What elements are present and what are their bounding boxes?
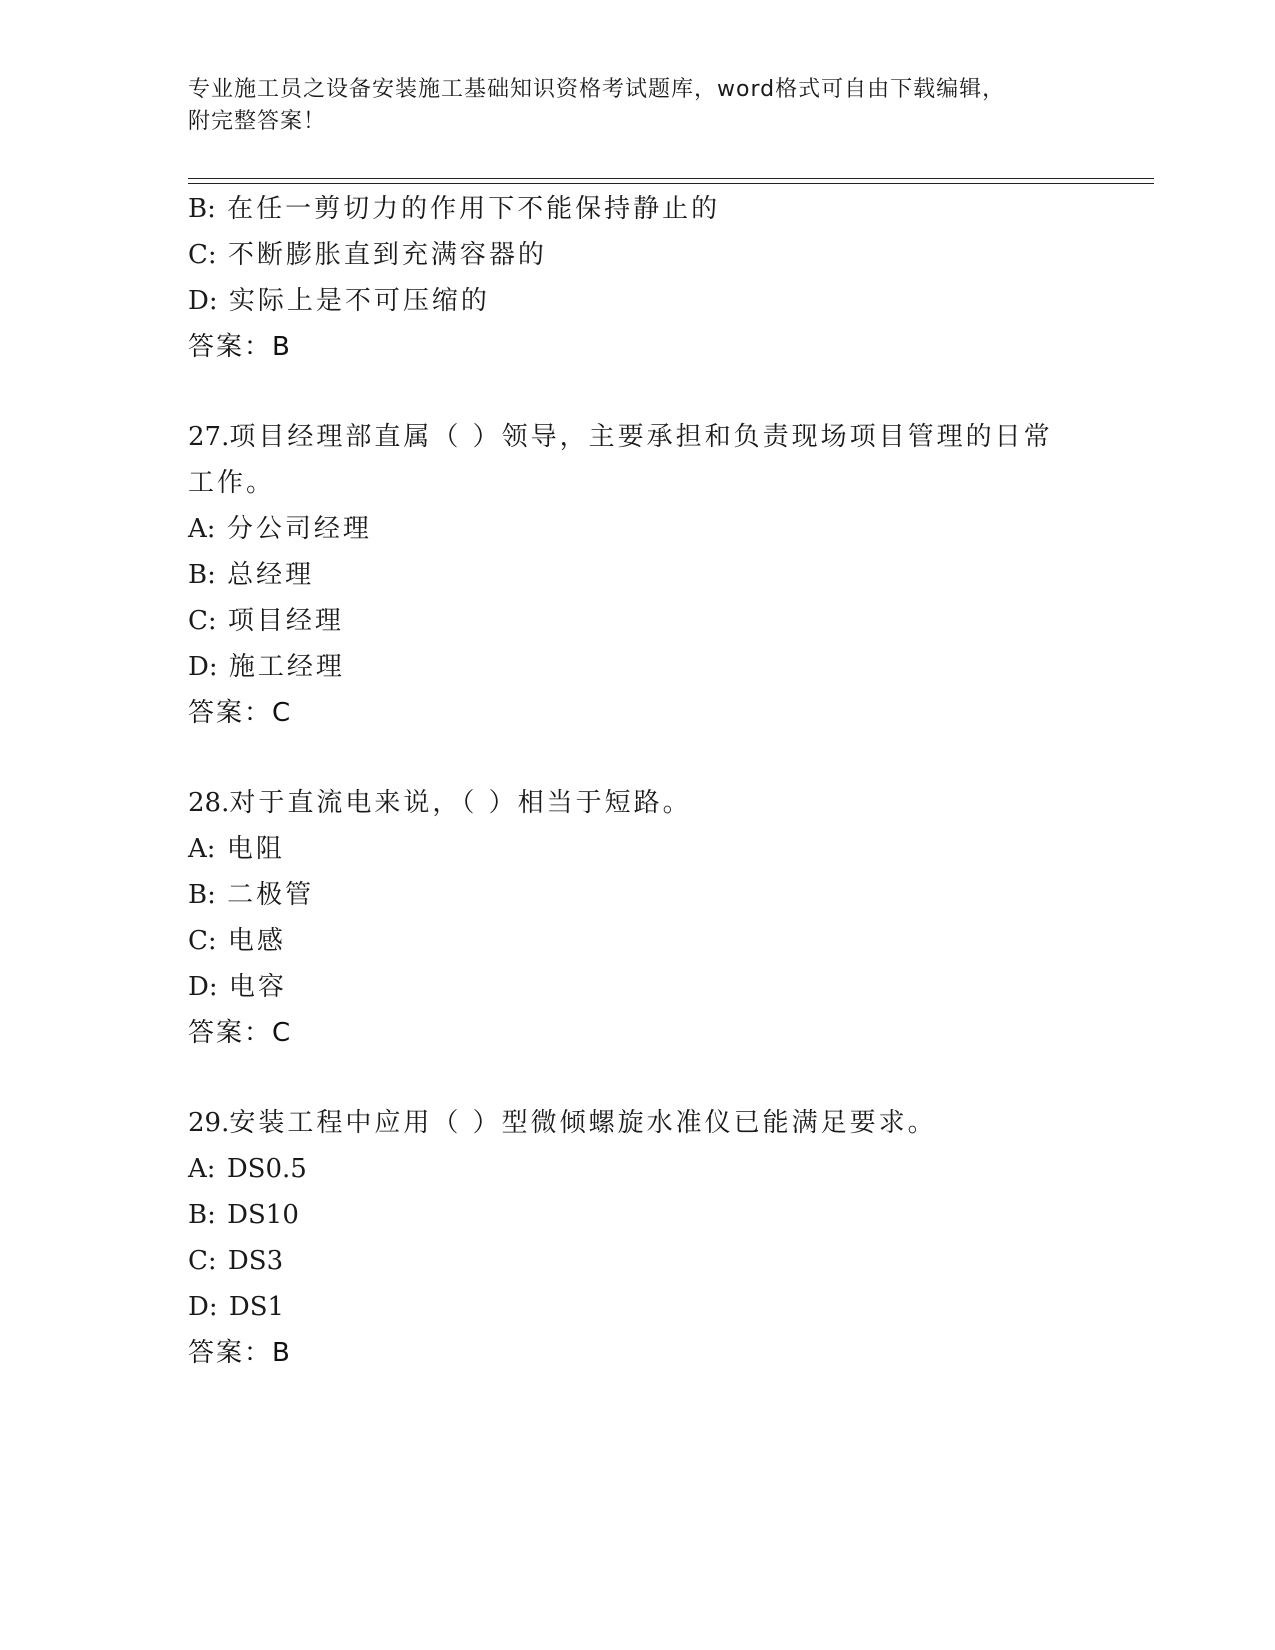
answer-line: 答案：B [188, 1338, 292, 1368]
question-title [188, 780, 1068, 826]
header-line-2: 附完整答案！ [188, 109, 327, 134]
option-text: 不断膨胀直到充满容器的 [227, 240, 547, 270]
document-header [188, 74, 1068, 138]
question-title [188, 1100, 1068, 1146]
option-text: 电容 [228, 972, 287, 1002]
option-d [188, 644, 1154, 690]
question-number: 28. [188, 788, 230, 818]
document-body [188, 186, 1154, 1376]
question-title [188, 414, 1068, 506]
option-label: D: [188, 1292, 218, 1322]
option-d [188, 278, 1154, 324]
spacer [188, 736, 1154, 780]
option-label: D: [188, 286, 218, 316]
option-a [188, 1146, 1154, 1192]
option-label: C: [188, 926, 217, 956]
option-b [188, 1192, 1154, 1238]
option-b [188, 552, 1154, 598]
option-c [188, 232, 1154, 278]
option-d [188, 964, 1154, 1010]
option-c [188, 598, 1154, 644]
question-28 [188, 780, 1154, 1056]
question-number: 27. [188, 422, 230, 452]
continued-question [188, 186, 1154, 370]
question-text: 项目经理部直属（ ）领导，主要承担和负责现场项目管理的日常工作。 [188, 422, 1053, 498]
option-c [188, 1238, 1154, 1284]
option-text: DS10 [227, 1200, 299, 1230]
option-label: A: [188, 834, 216, 864]
option-text: 项目经理 [227, 606, 344, 636]
option-a [188, 506, 1154, 552]
option-label: B: [188, 1200, 216, 1230]
option-text: 电阻 [226, 834, 285, 864]
option-c [188, 918, 1154, 964]
option-label: A: [188, 514, 216, 544]
option-text: 施工经理 [228, 652, 345, 682]
option-label: A: [188, 1154, 216, 1184]
option-label: C: [188, 240, 217, 270]
option-text: 实际上是不可压缩的 [228, 286, 490, 316]
answer-line: 答案：C [188, 698, 293, 728]
option-label: D: [188, 972, 218, 1002]
option-text: DS0.5 [226, 1154, 307, 1184]
option-text: 在任一剪切力的作用下不能保持静止的 [227, 194, 721, 224]
answer-line: 答案：B [188, 332, 292, 362]
option-label: C: [188, 606, 217, 636]
question-29 [188, 1100, 1154, 1376]
question-27 [188, 414, 1154, 736]
option-text: 电感 [227, 926, 286, 956]
option-text: 二极管 [227, 880, 315, 910]
option-label: C: [188, 1246, 217, 1276]
option-label: B: [188, 880, 216, 910]
option-text: DS1 [228, 1292, 285, 1322]
spacer [188, 1056, 1154, 1100]
header-divider-bottom [188, 183, 1154, 184]
option-text: DS3 [227, 1246, 284, 1276]
option-label: B: [188, 194, 216, 224]
option-label: D: [188, 652, 218, 682]
option-label: B: [188, 560, 216, 590]
question-text: 对于直流电来说，（ ）相当于短路。 [229, 788, 692, 818]
question-number: 29. [188, 1108, 230, 1138]
header-line-1: 专业施工员之设备安装施工基础知识资格考试题库，word格式可自由下载编辑， [188, 77, 1006, 102]
option-d [188, 1284, 1154, 1330]
option-b [188, 186, 1154, 232]
question-text: 安装工程中应用（ ）型微倾螺旋水准仪已能满足要求。 [229, 1108, 937, 1138]
spacer [188, 370, 1154, 414]
answer-line: 答案：C [188, 1018, 293, 1048]
option-a [188, 826, 1154, 872]
header-divider-top [188, 178, 1154, 179]
option-text: 总经理 [227, 560, 315, 590]
option-b [188, 872, 1154, 918]
option-text: 分公司经理 [226, 514, 372, 544]
